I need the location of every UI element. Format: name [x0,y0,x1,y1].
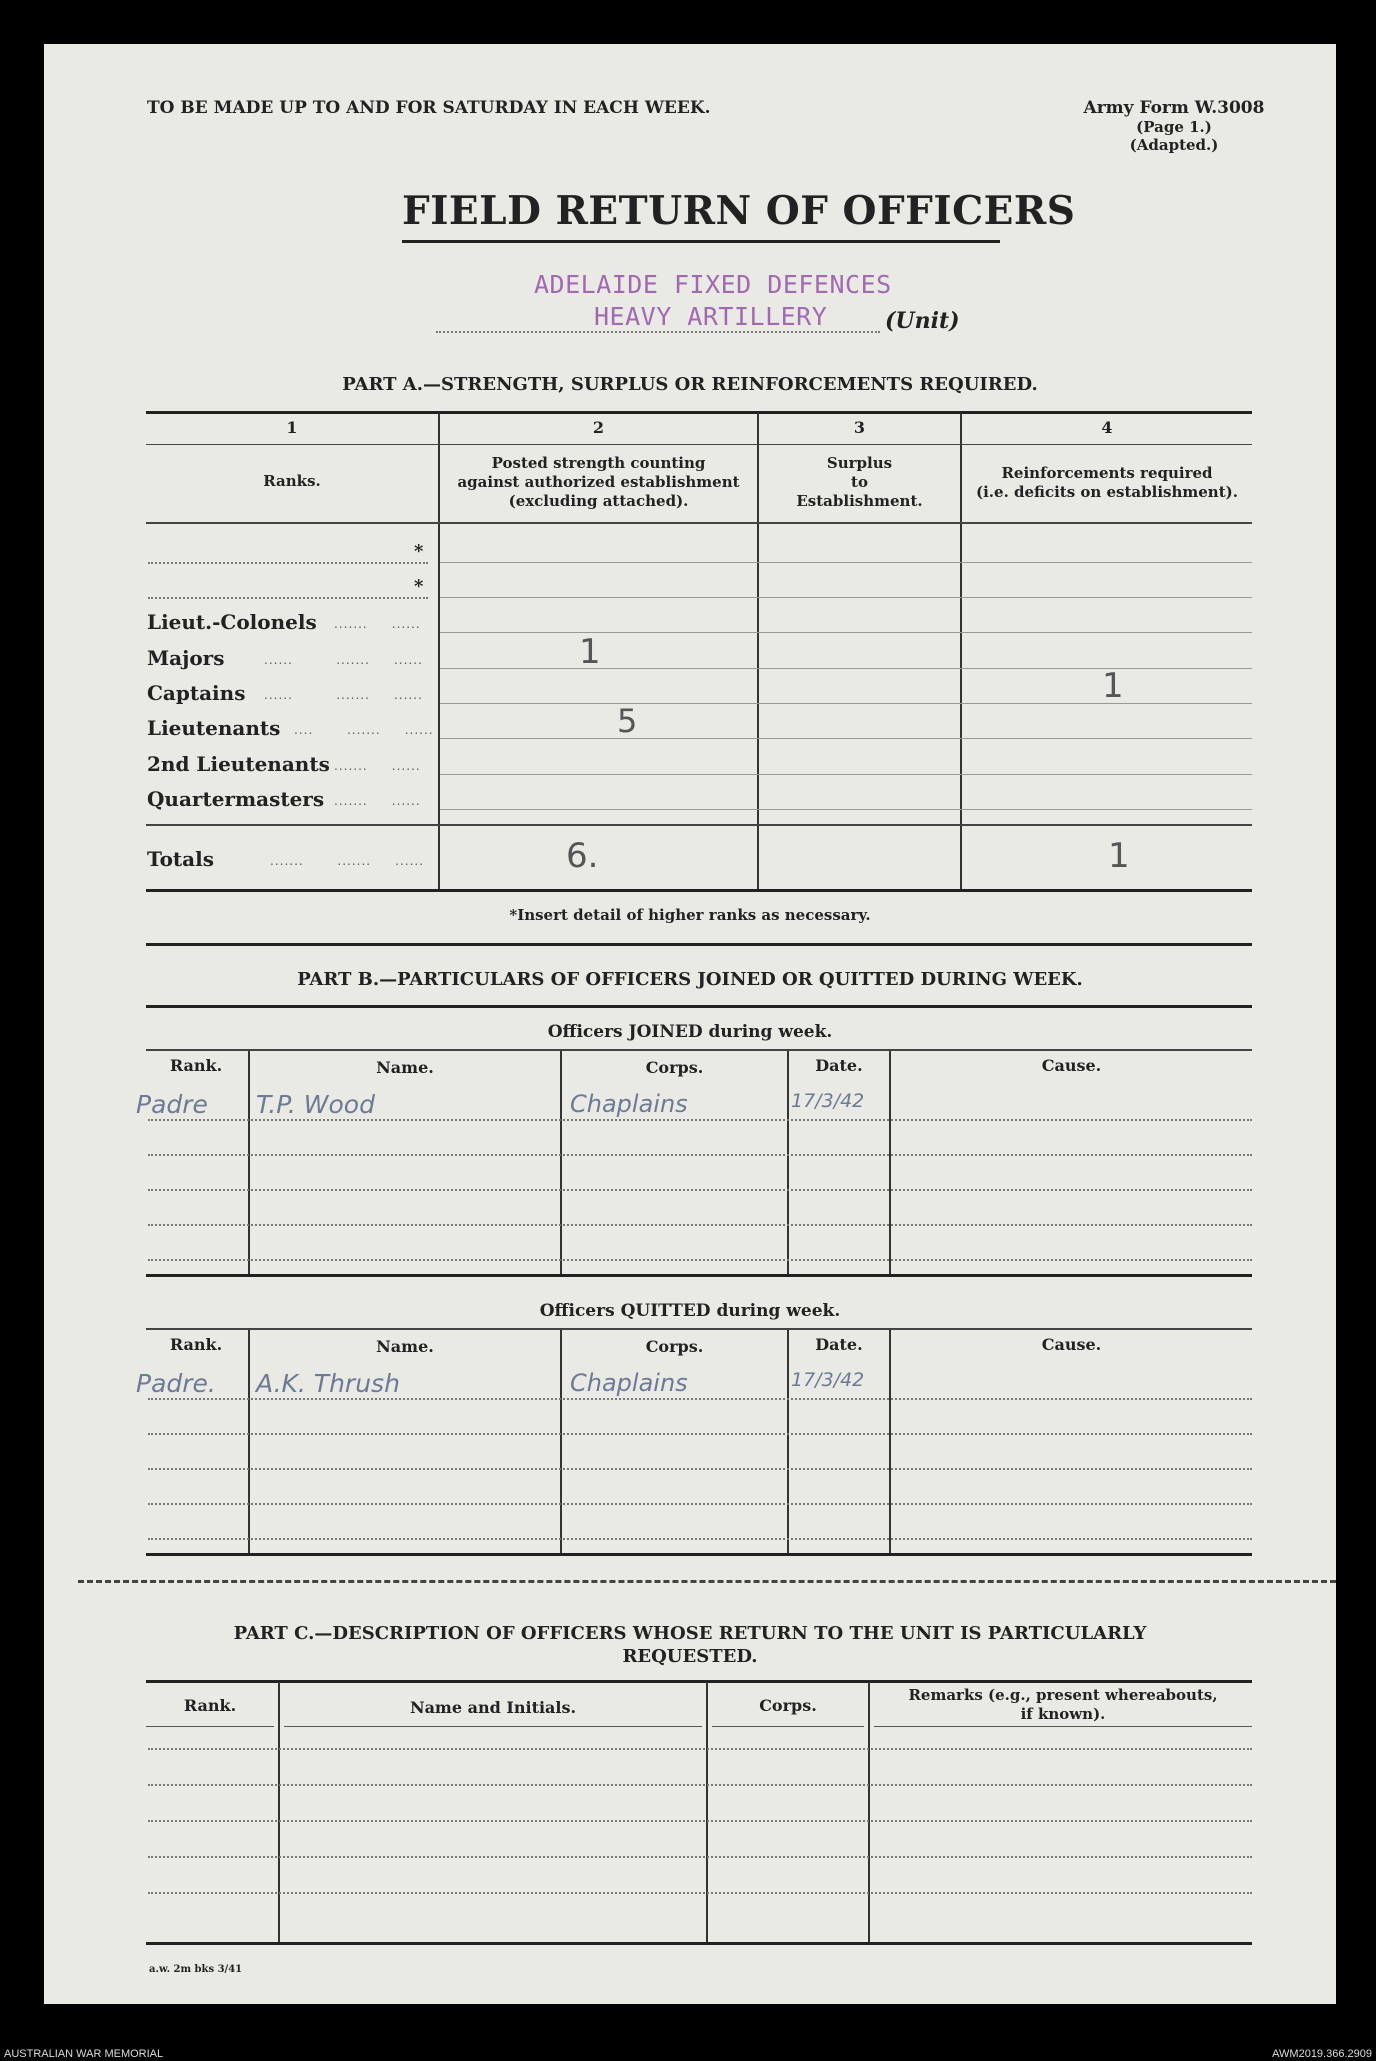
part-c-row-line [148,1784,1252,1786]
part-c-col-corps: Corps. [759,1696,817,1715]
ranks-header: Ranks. [263,472,321,490]
form-number-block [1044,98,1304,154]
rank-lieut-colonels: Lieut.-Colonels [147,610,317,634]
remarks-header-line1: Remarks (e.g., present whereabouts, [908,1686,1218,1704]
lieutenants-posted: 5 [617,702,638,740]
joined-row-line [148,1189,1252,1191]
joined-col-name: Name. [376,1058,434,1077]
leader-dots: ....... ...... [334,759,421,773]
quitted-divider [889,1330,891,1554]
print-code: a.w. 2m bks 3/41 [149,1964,243,1975]
quitted-col-name: Name. [376,1337,434,1356]
joined-divider [248,1051,250,1275]
quitted-name-entry: A.K. Thrush [256,1369,400,1398]
part-c-row-line [148,1892,1252,1894]
surplus-header-line2: to [851,473,868,491]
remarks-header-line2: if known). [1020,1705,1106,1723]
joined-heading: Officers JOINED during week. [547,1022,833,1042]
part-c-col-name: Name and Initials. [409,1698,577,1717]
form-sheet [44,44,1336,2004]
row-rule [440,562,1252,563]
totals-posted: 6. [566,836,599,876]
part-c-divider [868,1682,870,1944]
posted-header-line1: Posted strength counting [491,454,706,472]
quitted-row-line [148,1503,1252,1505]
part-c-row-line [148,1820,1252,1822]
joined-row-line [148,1259,1252,1261]
form-number: Army Form W.3008 [1083,98,1265,118]
surplus-header-line1: Surplus [826,454,893,472]
quitted-date-entry: 17/3/42 [791,1369,865,1391]
page-label: (Page 1.) [1136,118,1212,136]
totals-rule-left [146,824,474,826]
part-a-bottom-rule [146,889,1252,892]
row-rule [440,738,1252,739]
totals-label: Totals [147,847,214,871]
part-c-head-rule [146,1726,274,1727]
part-a-top-rule [146,411,1252,414]
totals-rule [440,824,1252,826]
joined-col-rank: Rank. [169,1056,223,1075]
joined-divider [889,1051,891,1275]
unit-stamp-line2: HEAVY ARTILLERY [594,302,828,331]
unit-label: (Unit) [885,308,960,334]
joined-heading-rule [146,1049,1252,1051]
part-c-title-line2: REQUESTED. [622,1646,758,1667]
part-c-col-rank: Rank. [183,1696,237,1715]
joined-name-entry: T.P. Wood [256,1090,375,1119]
joined-row-line [148,1154,1252,1156]
leader-dots: ....... ...... [334,617,421,631]
joined-row-line [148,1119,1252,1121]
quitted-row-line [148,1468,1252,1470]
captains-reinforcements: 1 [1102,666,1124,706]
unit-stamp-line1: ADELAIDE FIXED DEFENCES [534,270,892,299]
joined-col-cause: Cause. [1041,1056,1102,1075]
part-a-end-rule [146,943,1252,946]
weekly-instruction: TO BE MADE UP TO AND FOR SATURDAY IN EACH WEEK. [147,98,711,118]
quitted-rank-entry: Padre. [136,1369,216,1398]
row-rule [440,774,1252,775]
part-b-title: PART B.—PARTICULARS OF OFFICERS JOINED OR QUITTED DURING WEEK. [297,969,1083,990]
archive-reference: AWM2019.366.2909 [1272,2048,1372,2060]
archive-credit: AUSTRALIAN WAR MEMORIAL [4,2048,164,2060]
quitted-col-corps: Corps. [645,1337,704,1356]
row-rule [440,632,1252,633]
quitted-row-line [148,1433,1252,1435]
row-rule [440,809,1252,810]
reinforcements-header-line2: (i.e. deficits on establishment). [976,483,1238,501]
part-c-bottom-rule [146,1942,1252,1945]
rank-2nd-lieutenants: 2nd Lieutenants [147,752,330,776]
joined-rank-entry: Padre [136,1090,208,1119]
surplus-header-line3: Establishment. [796,492,923,510]
leader-dots: ...... ....... ...... [264,688,423,702]
part-a-title: PART A.—STRENGTH, SURPLUS OR REINFORCEMENTS REQUIRED. [342,374,1038,395]
star-marker-1: * [414,541,424,562]
posted-header-line2: against authorized establishment [457,473,740,491]
part-c-col-remarks [874,1686,1252,1724]
col-number-2: 2 [592,418,605,437]
posted-header-line3: (excluding attached). [508,492,689,510]
joined-bottom-rule [146,1274,1252,1277]
quitted-row-line [148,1398,1252,1400]
part-c-divider [278,1682,280,1944]
part-b-top-rule [146,1005,1252,1008]
part-a-footnote: *Insert detail of higher ranks as necessary. [509,906,871,924]
joined-col-date: Date. [815,1056,863,1075]
adapted-label: (Adapted.) [1129,136,1219,154]
joined-corps-entry: Chaplains [570,1090,688,1118]
part-c-divider [706,1682,708,1944]
joined-date-entry: 17/3/42 [791,1090,865,1112]
quitted-divider [248,1330,250,1554]
surplus-header [759,454,960,511]
joined-divider [787,1051,789,1275]
col-number-rule [146,444,1252,445]
reinforcements-header [962,464,1252,502]
header-rule [146,522,1252,524]
leader-dots: ....... ...... [334,794,421,808]
quitted-heading-rule [146,1328,1252,1330]
quitted-heading: Officers QUITTED during week. [539,1301,841,1321]
star-marker-2: * [414,576,424,597]
part-c-head-rule [284,1726,702,1727]
rank-lieutenants: Lieutenants [147,716,281,740]
quitted-col-date: Date. [815,1335,863,1354]
leader-dots: ...... ....... ...... [264,653,423,667]
part-c-row-line [148,1856,1252,1858]
title-underline [402,240,1000,243]
part-c-row-line [148,1748,1252,1750]
rank-majors: Majors [147,646,225,670]
quitted-divider [560,1330,562,1554]
row-rule [440,597,1252,598]
col-number-4: 4 [1101,418,1113,437]
part-c-title-line1: PART C.—DESCRIPTION OF OFFICERS WHOSE RETURN TO THE UNIT IS PARTICULARLY [233,1623,1147,1644]
quitted-bottom-rule [146,1553,1252,1556]
reinforcements-header-line1: Reinforcements required [1001,464,1213,482]
joined-divider [560,1051,562,1275]
dashed-separator [78,1580,1336,1583]
part-c-top-rule [146,1680,1252,1683]
col-number-3: 3 [853,418,866,437]
part-c-title [44,1622,1336,1668]
row-rule [440,703,1252,704]
quitted-col-rank: Rank. [169,1335,223,1354]
totals-reinforcements: 1 [1108,836,1130,876]
leader-dots: .... ....... ...... [294,723,434,737]
part-c-head-rule [712,1726,864,1727]
col-number-1: 1 [286,418,298,437]
higher-rank-line-2 [148,597,428,599]
unit-dotted-line [436,331,880,333]
rank-captains: Captains [147,681,246,705]
posted-strength-header [440,454,757,511]
row-rule [440,668,1252,669]
joined-row-line [148,1224,1252,1226]
quitted-col-cause: Cause. [1041,1335,1102,1354]
part-c-head-rule [874,1726,1252,1727]
quitted-row-line [148,1538,1252,1540]
majors-posted: 1 [579,632,601,672]
form-title: FIELD RETURN OF OFFICERS [402,188,1076,234]
joined-col-corps: Corps. [645,1058,704,1077]
leader-dots: ....... ....... ...... [270,854,425,868]
rank-quartermasters: Quartermasters [147,787,325,811]
higher-rank-line-1 [148,562,428,564]
quitted-divider [787,1330,789,1554]
quitted-corps-entry: Chaplains [570,1369,688,1397]
